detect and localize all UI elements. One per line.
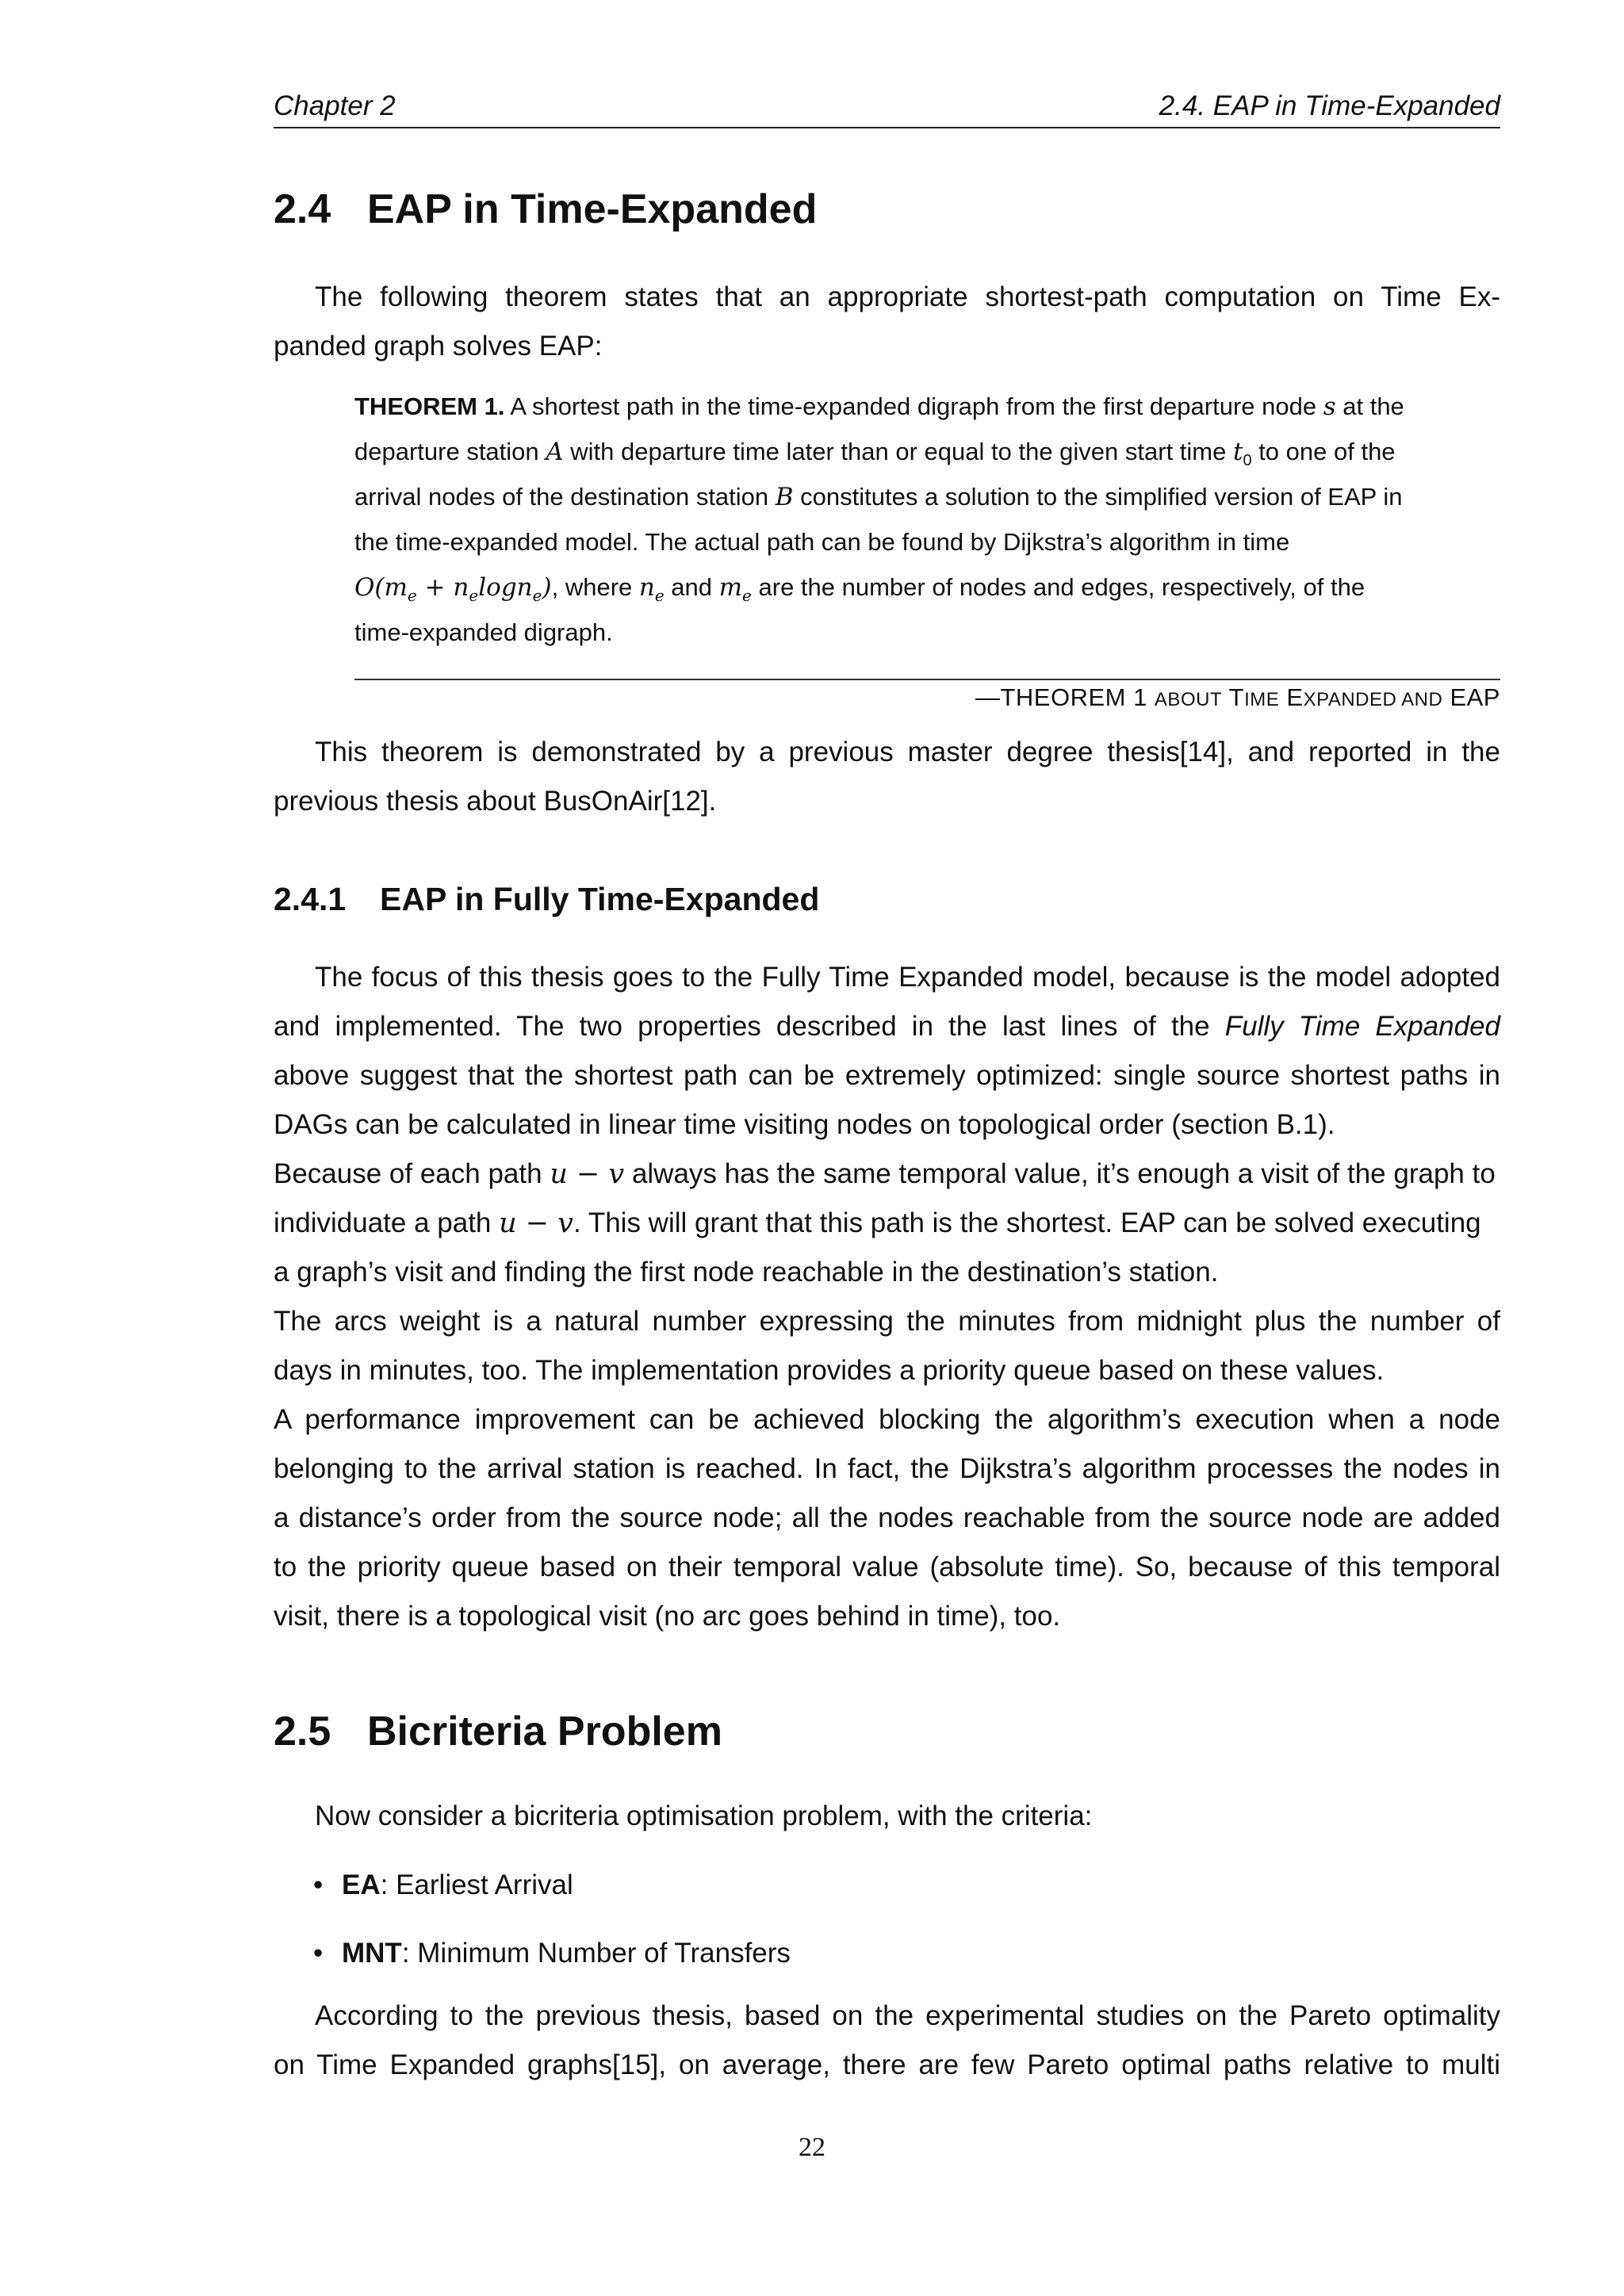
subsection-number: 2.4.1 [274, 881, 347, 917]
theorem-text: constitutes a solution to the simplified version of EAP in [793, 483, 1403, 511]
theorem-line [354, 429, 1500, 474]
attribution-text: E [1279, 683, 1304, 711]
theorem-text: arrival nodes of the destination station [354, 483, 776, 511]
after-theorem-paragraph [274, 728, 1500, 826]
attribution-text: ABOUT [1154, 689, 1223, 710]
math-symbol: m [718, 573, 743, 602]
theorem-line [354, 474, 1500, 519]
section-title: Bicriteria Problem [367, 1709, 722, 1755]
intro-paragraph [274, 273, 1500, 371]
theorem-text: are the number of nodes and edges, respectively, of the [751, 573, 1365, 601]
text-line [274, 1199, 1500, 1248]
theorem-text: , where [551, 573, 639, 601]
text-line: The focus of this thesis goes to the Fully Time Expanded model, because is the model adopted [315, 962, 1500, 993]
section-heading-2-4 [274, 186, 818, 232]
text-line: days in minutes, too. The implementation provides a priority queue based on these values. [274, 1355, 1385, 1386]
theorem-text: and [664, 573, 719, 601]
text-line: a graph’s visit and finding the first node reachable in the destination’s station. [274, 1257, 1219, 1288]
text-segment: and implemented. The two properties described in the last lines of the [274, 1011, 1225, 1042]
text-line: According to the previous thesis, based on the experimental studies on the Pareto optimality [315, 2000, 1500, 2031]
text-segment: individuate a path [274, 1207, 500, 1238]
text-segment: always has the same temporal value, it’s enough a visit of the graph to [624, 1158, 1496, 1189]
math-expression: logn [478, 573, 533, 602]
math-subscript: e [654, 586, 665, 606]
text-line: The following theorem states that an appropriate shortest-path computation on Time Ex- [315, 281, 1500, 312]
header-chapter: Chapter 2 [274, 90, 396, 121]
theorem-text: to one of the [1251, 438, 1396, 465]
list-item [313, 1869, 573, 1901]
attribution-text: XPANDED AND [1303, 689, 1443, 710]
text-segment: . This will grant that this path is the shortest. EAP can be solved executing [573, 1207, 1481, 1238]
list-item [313, 1938, 791, 1969]
text-line: This theorem is demonstrated by a previous master degree thesis[14], and reported in the [315, 737, 1500, 767]
theorem-line: time-expanded digraph. [354, 618, 613, 646]
header-section: 2.4. EAP in Time-Expanded [1159, 90, 1500, 121]
list-term: MNT [342, 1938, 402, 1969]
section-number: 2.4 [274, 186, 331, 232]
list-desc: : Earliest Arrival [380, 1869, 573, 1900]
text-line: panded graph solves EAP: [274, 331, 603, 362]
list-term: EA [342, 1869, 381, 1900]
math-expression: O(m [354, 573, 408, 602]
bullet-icon: • [313, 1869, 324, 1900]
attribution-text: —THEOREM 1 [975, 683, 1155, 711]
attribution-text: EAP [1442, 683, 1500, 711]
math-expression: u − v [550, 1158, 625, 1190]
math-symbol: t [1232, 438, 1243, 466]
text-line: visit, there is a topological visit (no arc goes behind in time), too. [274, 1601, 1061, 1632]
theorem-label: THEOREM 1. [354, 392, 505, 420]
running-header [274, 86, 1500, 128]
text-line: DAGs can be calculated in linear time visiting nodes on topological order (section B.1). [274, 1109, 1335, 1140]
subsection-heading-2-4-1 [274, 883, 819, 916]
theorem-attribution [975, 683, 1500, 712]
text-segment: Because of each path [274, 1158, 550, 1189]
theorem-line [354, 384, 1500, 429]
math-subscript: e [742, 586, 752, 606]
theorem-text: A shortest path in the time-expanded digraph from the first departure node [504, 392, 1323, 420]
attribution-text: IME [1244, 689, 1280, 710]
math-expression: u − v [499, 1207, 574, 1239]
math-expression: + n [416, 573, 469, 602]
theorem-rule [354, 679, 1500, 680]
list-desc: : Minimum Number of Transfers [401, 1938, 791, 1969]
text-line: previous thesis about BusOnAir[12]. [274, 786, 717, 817]
math-symbol: A [546, 438, 564, 466]
subsection-title: EAP in Fully Time-Expanded [380, 881, 820, 917]
theorem-line: the time-expanded model. The actual path can be found by Dijkstra’s algorithm in time [354, 528, 1290, 556]
text-line [274, 1002, 1500, 1051]
theorem-text: departure station [354, 438, 546, 465]
math-expression: ) [542, 573, 552, 602]
text-line: Now consider a bicriteria optimisation problem, with the criteria: [315, 1800, 1093, 1831]
text-line: A performance improvement can be achieved blocking the algorithm’s execution when a node [274, 1404, 1500, 1435]
theorem-block [354, 384, 1500, 655]
math-symbol: s [1323, 392, 1336, 421]
math-subscript: e [407, 586, 417, 606]
section-number: 2.5 [274, 1709, 331, 1755]
section-2-5-intro [274, 1792, 1500, 1841]
text-line: above suggest that the shortest path can be extremely optimized: single source shortest paths in [274, 1060, 1500, 1091]
closing-paragraph [274, 1992, 1500, 2090]
section-heading-2-5 [274, 1709, 722, 1755]
math-subscript: e [469, 586, 479, 606]
math-symbol: n [638, 573, 655, 602]
math-symbol: B [775, 483, 794, 511]
theorem-text: at the [1335, 392, 1404, 420]
text-line [274, 1150, 1500, 1199]
text-line: on Time Expanded graphs[15], on average, there are few Pareto optimal paths relative to multi [274, 2049, 1500, 2080]
body-paragraph-2-4-1 [274, 953, 1500, 1641]
text-line: to the priority queue based on their temporal value (absolute time). So, because of this temporal [274, 1552, 1500, 1582]
text-line: a distance’s order from the source node; all the nodes reachable from the source node are added [274, 1502, 1500, 1533]
math-subscript: e [532, 586, 542, 606]
text-line: belonging to the arrival station is reached. In fact, the Dijkstra’s algorithm processes the nodes in [274, 1453, 1500, 1484]
page-number: 22 [799, 2133, 825, 2162]
section-title: EAP in Time-Expanded [367, 186, 818, 232]
theorem-line [354, 564, 1500, 610]
theorem-text: with departure time later than or equal to the given start time [563, 438, 1233, 465]
emphasis: Fully Time Expanded [1224, 1011, 1501, 1042]
bullet-icon: • [313, 1938, 324, 1969]
math-subscript: 0 [1243, 452, 1252, 470]
text-line: The arcs weight is a natural number expressing the minutes from midnight plus the number of [274, 1306, 1500, 1337]
attribution-text: T [1222, 683, 1245, 711]
